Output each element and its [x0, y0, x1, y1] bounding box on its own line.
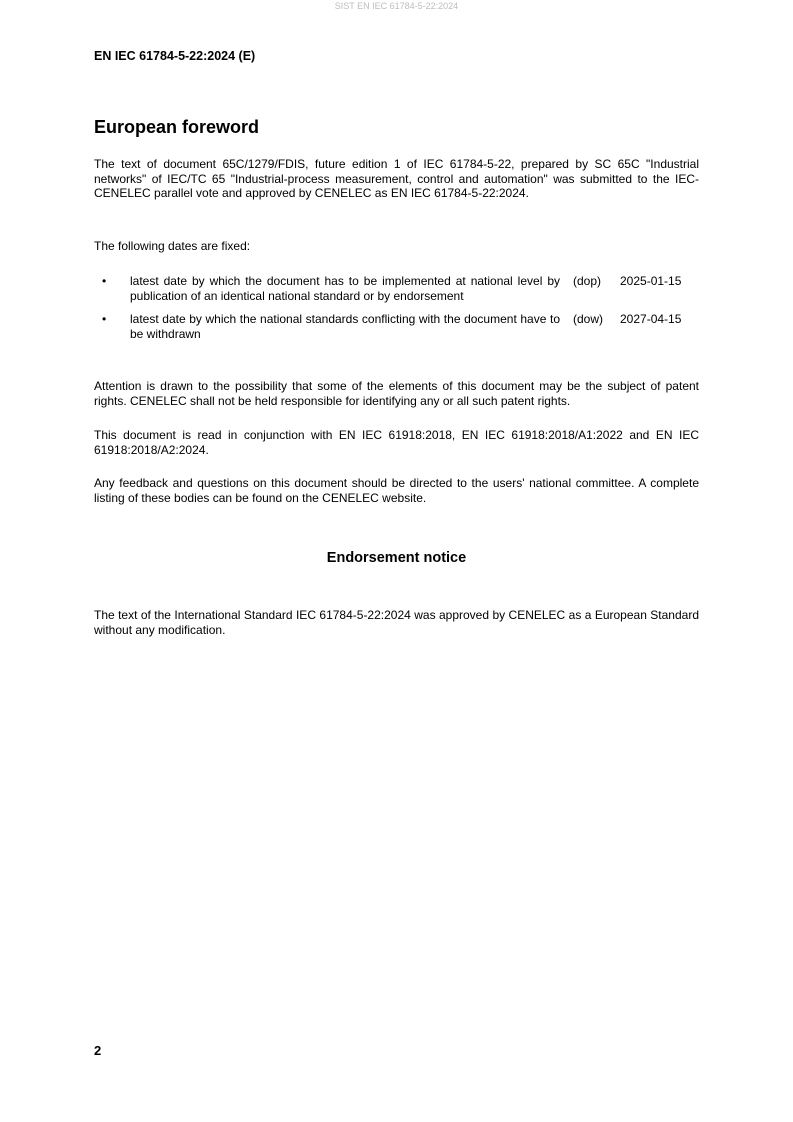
bullet-icon: •: [102, 274, 107, 288]
endorsement-title: Endorsement notice: [326, 550, 467, 566]
endorsement-paragraph: The text of the International Standard IEC 61784-5-22:2024 was approved by CENELEC as a European Standard without any modification.: [94, 608, 699, 637]
date-item-date: 2027-04-15: [620, 312, 682, 326]
conjunction-paragraph: This document is read in conjunction with EN IEC 61918:2018, EN IEC 61918:2018/A1:2022 and EN IEC 61918:2018/A2:2024.: [94, 428, 699, 457]
date-item-text: latest date by which the document has to be implemented at national level by publication of an identical national standard or by endorsement: [130, 274, 560, 303]
page-number: 2: [94, 1043, 102, 1058]
patent-paragraph: Attention is drawn to the possibility that some of the elements of this document may be the subject of patent rights. CENELEC shall not be held responsible for identifying any or all such patent rights.: [94, 379, 699, 408]
feedback-paragraph: Any feedback and questions on this document should be directed to the users' national committee. A complete listing of these bodies can be found on the CENELEC website.: [94, 476, 699, 505]
foreword-title: European foreword: [94, 117, 260, 137]
date-item-date: 2025-01-15: [620, 274, 682, 288]
watermark-text: SIST EN IEC 61784-5-22:2024: [334, 1, 459, 11]
date-list-item: [94, 312, 699, 342]
dates-intro-paragraph: The following dates are fixed:: [94, 239, 251, 253]
document-identifier: EN IEC 61784-5-22:2024 (E): [94, 49, 256, 63]
foreword-intro-paragraph: The text of document 65C/1279/FDIS, future edition 1 of IEC 61784-5-22, prepared by SC 65C "Industrial networks" of IEC/TC 65 "Industrial-process measurement, control and automation" was submitted to the IEC-CENELEC parallel vote and approved by CENELEC as EN IEC 61784-5-22:2024.: [94, 157, 699, 201]
date-list-item: [94, 274, 699, 304]
bullet-icon: •: [102, 312, 107, 326]
date-item-code: (dop): [573, 274, 602, 288]
date-item-code: (dow): [573, 312, 604, 326]
date-item-text: latest date by which the national standards conflicting with the document have to be withdrawn: [130, 312, 560, 341]
